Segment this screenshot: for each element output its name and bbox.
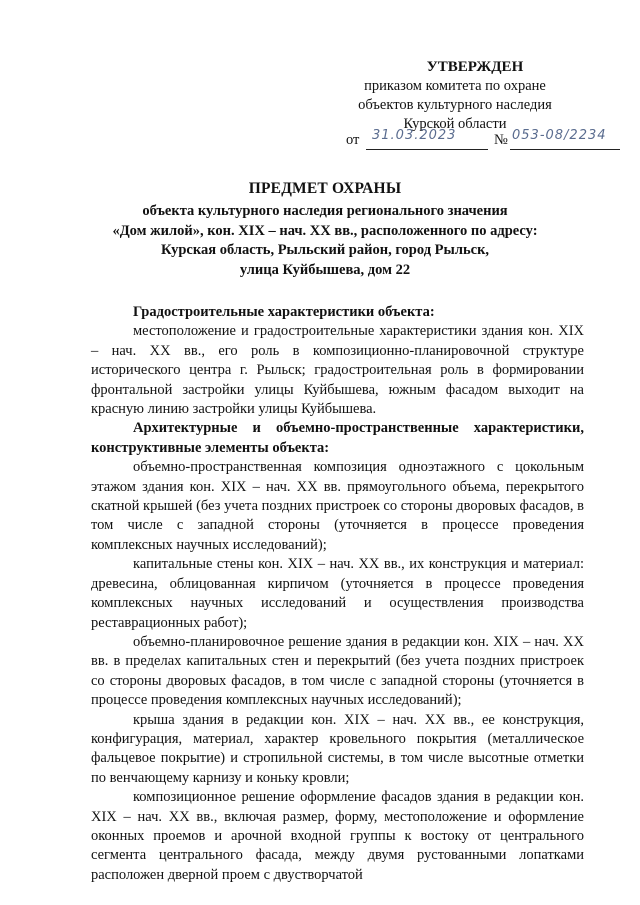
approval-stamp — [340, 58, 570, 134]
number-underline — [510, 149, 620, 150]
title-line-2: «Дом жилой», кон. XIX – нач. XX вв., расположенного по адресу: — [112, 222, 538, 239]
section-heading-architecture: Архитектурные и объемно-пространственные характеристики, конструктивные элементы объекта: — [91, 420, 584, 456]
paragraph-planning: объемно-планировочное решение здания в редакции кон. XIX – нач. XX вв. в пределах капитальных стен и перекрытий (без учета поздних пристроек со стороны дворовых фасадов, в том числе с западной стороны (уточняется в процессе проведения комплексных научных исследований); — [91, 633, 584, 709]
approval-line-3: Курской области — [403, 116, 507, 132]
document-body — [91, 303, 584, 885]
date-underline — [366, 149, 488, 150]
document-title — [80, 178, 570, 280]
handwritten-number: 053-08/2234 — [512, 128, 607, 143]
date-prefix: от — [346, 132, 360, 148]
approval-line-2: объектов культурного наследия — [358, 97, 552, 113]
title-line-1: объекта культурного наследия регионального значения — [142, 203, 508, 219]
paragraph-facades: композиционное решение оформление фасадов здания в редакции кон. XIX – нач. XX вв., включая размер, форму, местоположение и оформление оконных проемов и арочной входной группы к востоку от центрального сегмента центрального фасада, между двумя рустованными лопатками расположен дверной проем с двустворчатой — [91, 789, 584, 883]
title-line-3: Курская область, Рыльский район, город Рыльск, — [160, 242, 490, 258]
title-main: ПРЕДМЕТ ОХРАНЫ — [248, 180, 402, 197]
order-date-number-line — [346, 128, 626, 154]
section-heading-urban: Градостроительные характеристики объекта: — [133, 304, 435, 320]
approval-heading: УТВЕРЖДЕН — [426, 59, 524, 75]
number-prefix: № — [494, 132, 508, 148]
title-line-4: улица Куйбышева, дом 22 — [239, 261, 411, 278]
approval-line-1: приказом комитета по охране — [364, 78, 546, 94]
paragraph-roof: крыша здания в редакции кон. XIX – нач. XX вв., ее конструкция, конфигурация, материал, характер кровельного покрытия (металлическое фальцевое покрытие) и стропильной системы, в том числе высотные отметки по венчающему карнизу и коньку кровли; — [91, 711, 584, 786]
handwritten-date: 31.03.2023 — [372, 128, 457, 143]
paragraph-location: местоположение и градостроительные характеристики здания кон. XIX – нач. XX вв., его роль в композиционно-планировочной структуре исторического центра г. Рыльск; градостроительная роль в формировании фронтальной застройки улицы Куйбышева, южным фасадом выходит на красную линию застройки улицы Куйбышева. — [91, 323, 584, 418]
paragraph-volume-composition: объемно-пространственная композиция одноэтажного с цокольным этажом здания кон. XIX – нач. XX вв. прямоугольного объема, перекрытого скатной крышей (без учета поздних пристроек со стороны дворовых фасадов, в том числе с западной стороны (уточняется в процессе проведения комплексных научных исследований); — [91, 459, 584, 553]
paragraph-walls: капитальные стены кон. XIX – нач. XX вв., их конструкция и материал: древесина, облицованная кирпичом (уточняется в процессе проведения комплексных научных исследований и осуществления производства реставрационных работ); — [91, 556, 584, 631]
